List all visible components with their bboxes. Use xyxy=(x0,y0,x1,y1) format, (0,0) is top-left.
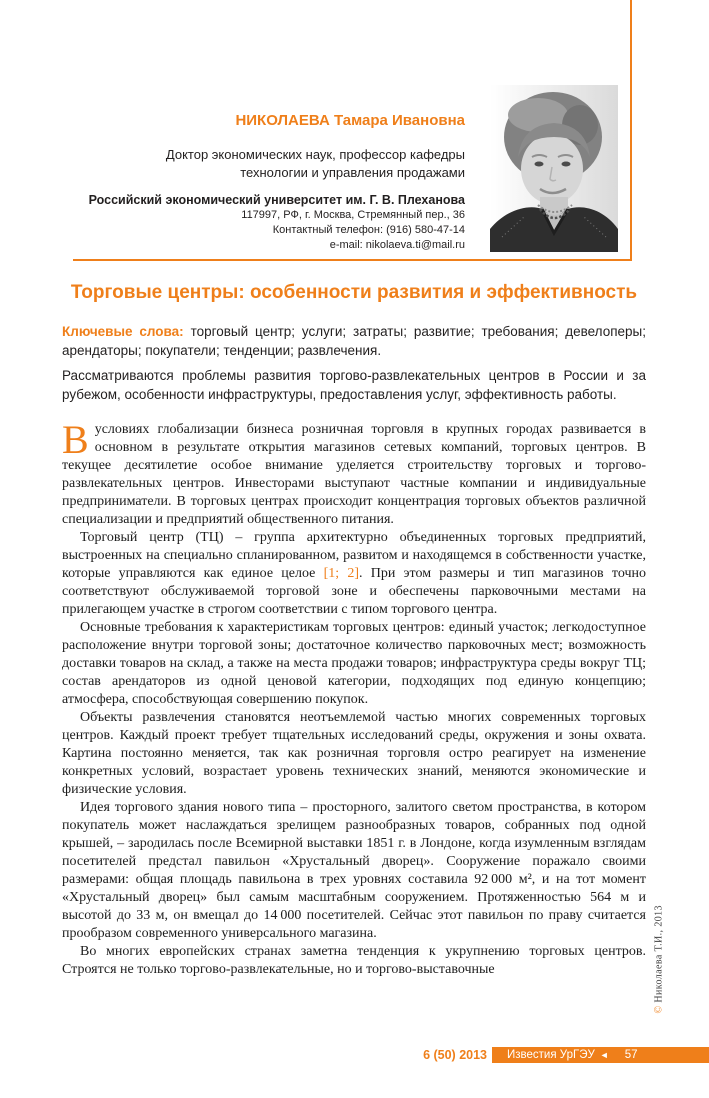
abstract-text: Рассматриваются проблемы развития торгово-развлекательных центров в России и за рубежом, особенности инфраструктуры, предоставления услуг, эффективность работы. xyxy=(62,368,646,402)
citation-ref: [1; 2] xyxy=(323,566,359,581)
paragraph-2-text-b: . При этом размеры и тип магазинов точно соответствуют обслуживаемой торговой зоне и обеспечены парковочными местами на прилегающем участке в строгом соответствии с типом торгового центра. xyxy=(62,566,646,617)
author-email: e-mail: nikolaeva.ti@mail.ru xyxy=(329,239,465,251)
footer-journal-bar xyxy=(492,1047,709,1063)
keywords-text: торговый центр; услуги; затраты; развитие; требования; девелоперы; арендаторы; покупатели; тенденции; развлечения. xyxy=(62,324,646,358)
vertical-divider xyxy=(630,0,632,261)
copyright-symbol: © xyxy=(653,1005,665,1014)
paragraph-5: Идея торгового здания нового типа – просторного, залитого светом пространства, в котором покупатель может наслаждаться зрелищем разнообразных товаров, собранных под одной крышей, – зародилась после Всемирной выставки 1851 г. в Лондоне, когда изумленным взглядам посетителей предстал павильон «Хрустальный дворец». Сооружение поражало своими размерами: общая площадь павильона в трех уровнях составила 92 000 м², и на тот момент «Хрустальный дворец» был самым масштабным сооружением. Протяженностью 564 м и высотой до 33 м, он вмещал до 14 000 посетителей. Сейчас этот павильон по праву считается прообразом современного универсального магазина. xyxy=(62,800,646,941)
horizontal-divider xyxy=(73,259,632,261)
left-arrow-icon: ◄ xyxy=(599,1050,609,1060)
author-degree-line1: Доктор экономических наук, профессор кафедры xyxy=(165,147,465,162)
issue-number: 6 (50) 2013 xyxy=(423,1048,487,1062)
author-photo xyxy=(490,85,618,252)
author-phone: Контактный телефон: (916) 580-47-14 xyxy=(272,224,465,236)
paragraph-1-text: условиях глобализации бизнеса розничная торговля в крупных городах развивается в основном в результате открытия магазинов сетевых компаний, торговых центров. В текущее десятилетие особое внимание уделяется строительству торговых и торгово-развлекательных центров. Инвесторами выступают частные компании и индивидуальные предприниматели. В торговых центрах происходит концентрация торговых объектов различной специализации и предприятий общественного питания. xyxy=(62,422,646,527)
author-affiliation: Российский экономический университет им. Г. В. Плеханова xyxy=(88,193,465,207)
portrait-photo-graphic xyxy=(490,85,618,252)
author-info-block xyxy=(62,112,465,253)
author-name: НИКОЛАЕВА Тамара Ивановна xyxy=(235,112,465,129)
keywords-block xyxy=(62,322,646,360)
paragraph-4: Объекты развлечения становятся неотъемлемой частью многих современных торговых центров. Каждый проект требует тщательных исследований среды, окружения и зоны охвата. Картина постоянно меняется, так как розничная торговля остро реагирует на изменение конкретных условий, возрастает уровень технических знаний, меняются экономические и физические условия. xyxy=(62,710,646,797)
paragraph-1 xyxy=(62,417,646,529)
copyright-note xyxy=(654,892,665,1014)
copyright-text: Николаева Т.И., 2013 xyxy=(653,905,665,1006)
dropcap-letter: В xyxy=(62,417,89,462)
article-body xyxy=(62,417,646,979)
page-number: 57 xyxy=(624,1049,638,1061)
paragraph-3: Основные требования к характеристикам торговых центров: единый участок; легкодоступное расположение внутри торговой зоны; достаточное количество парковочных мест; возможность доставки товаров на склад, а также на места продажи товаров; инфраструктура среды вокруг ТЦ; состав арендаторов из одной ценовой категории, подходящих под единую концепцию; атмосфера, способствующая совершению покупок. xyxy=(62,620,646,707)
paragraph-2 xyxy=(62,529,646,619)
author-degree-line2: технологии и управления продажами xyxy=(240,165,465,180)
keywords-label: Ключевые слова: xyxy=(62,324,184,339)
author-address: 117997, РФ, г. Москва, Стремянный пер., 36 xyxy=(241,209,465,221)
article-title: Торговые центры: особенности развития и эффективность xyxy=(70,282,638,303)
paragraph-2-text-a: Торговый центр (ТЦ) – группа архитектурно объединенных торговых предприятий, выстроенных на специально спланированном, развитом и находящемся в собственности участке, которые управляются как единое целое xyxy=(62,530,646,581)
journal-name: Известия УрГЭУ xyxy=(507,1049,595,1061)
paragraph-6: Во многих европейских странах заметна тенденция к укрупнению торговых центров. Строятся не только торгово-развлекательные, но и торгово-выставочные xyxy=(62,944,646,977)
